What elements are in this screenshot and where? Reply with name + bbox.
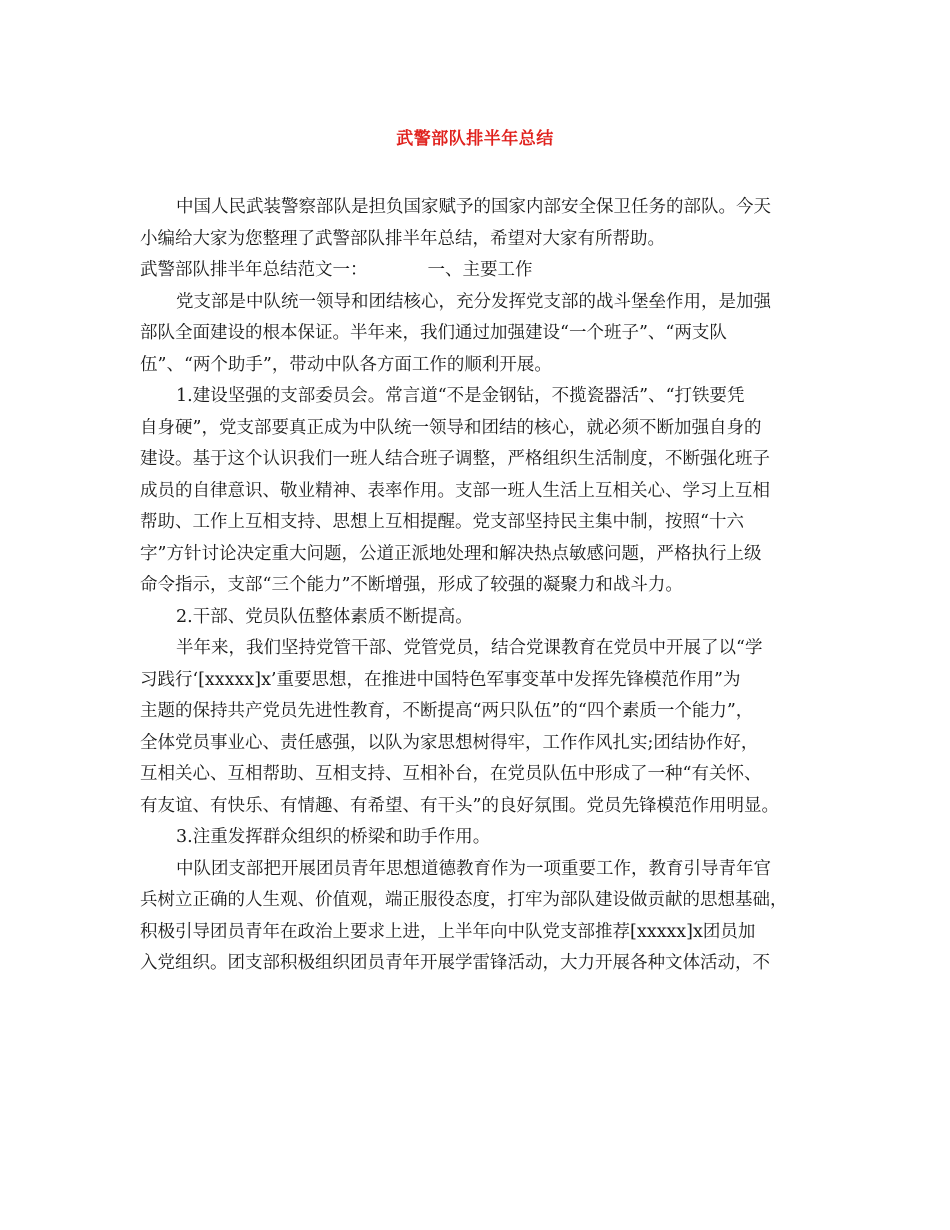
subheader-right: 一、主要工作 <box>427 260 533 280</box>
section-subheader <box>140 255 820 287</box>
paragraph-line: 入党组织。团支部积极组织团员青年开展学雷锋活动，大力开展各种文体活动，不 <box>140 953 770 973</box>
paragraph-line: 成员的自律意识、敬业精神、表率作用。支部一班人生活上互相关心、学习上互相 <box>140 480 770 501</box>
document-title: 武警部队排半年总结 <box>396 129 554 149</box>
paragraph-line: 小编给大家为您整理了武警部队排半年总结，希望对大家有所帮助。 <box>140 228 665 249</box>
paragraph-line: 帮助、工作上互相支持、思想上互相提醒。党支部坚持民主集中制，按照“十六 <box>140 512 744 532</box>
paragraph-line: 2.干部、党员队伍整体素质不断提高。 <box>176 606 473 627</box>
paragraph-line: 兵树立正确的人生观、价值观，端正服役态度，打牢为部队建设做贡献的思想基础， <box>140 890 788 910</box>
paragraph-line: 有友谊、有快乐、有情趣、有希望、有干头”的良好氛围。党员先锋模范作用明显。 <box>140 795 779 816</box>
paragraph-line: 中国人民武装警察部队是担负国家赋予的国家内部安全保卫任务的部队。今天 <box>176 197 771 217</box>
subheader-left: 武警部队排半年总结范文一： <box>140 260 368 280</box>
paragraph-line: 1.建设坚强的支部委员会。常言道“不是金钢钻，不揽瓷器活”、“打铁要凭 <box>176 386 745 406</box>
document-body <box>140 192 820 980</box>
paragraph-line: 全体党员事业心、责任感强，以队为家思想树得牢，工作作风扎实;团结协作好， <box>140 732 759 753</box>
paragraph-line: 字”方针讨论决定重大问题，公道正派地处理和解决热点敏感问题，严格执行上级 <box>140 543 762 564</box>
paragraph-line: 互相关心、互相帮助、互相支持、互相补台，在党员队伍中形成了一种“有关怀、 <box>140 764 762 784</box>
paragraph-line: 3.注重发挥群众组织的桥梁和助手作用。 <box>176 827 491 847</box>
paragraph-line: 建设。基于这个认识我们一班人结合班子调整，严格组织生活制度，不断强化班子 <box>140 449 770 469</box>
paragraph-line: 积极引导团员青年在政治上要求上进，上半年向中队党支部推荐[xxxxx]x团员加 <box>140 921 756 942</box>
paragraph-line: 命令指示，支部“三个能力”不断增强，形成了较强的凝聚力和战斗力。 <box>140 575 683 595</box>
paragraph-line: 部队全面建设的根本保证。半年来，我们通过加强建设“一个班子”、“两支队 <box>140 323 727 343</box>
paragraph-line: 伍”、“两个助手”，带动中队各方面工作的顺利开展。 <box>140 354 552 375</box>
paragraph-line: 党支部是中队统一领导和团结核心，充分发挥党支部的战斗堡垒作用，是加强 <box>176 291 771 312</box>
paragraph-line: 习践行‘[xxxxx]x’重要思想，在推进中国特色军事变革中发挥先锋模范作用”为 <box>140 669 741 690</box>
paragraph-line: 半年来，我们坚持党管干部、党管党员，结合党课教育在党员中开展了以“学 <box>176 638 763 658</box>
paragraph-line: 中队团支部把开展团员青年思想道德教育作为一项重要工作，教育引导青年官 <box>176 858 771 879</box>
paragraph-line: 主题的保持共产党员先进性教育，不断提高“两只队伍”的“四个素质一个能力”， <box>140 701 754 721</box>
paragraph-line: 自身硬”，党支部要真正成为中队统一领导和团结的核心，就必须不断加强自身的 <box>140 417 762 438</box>
